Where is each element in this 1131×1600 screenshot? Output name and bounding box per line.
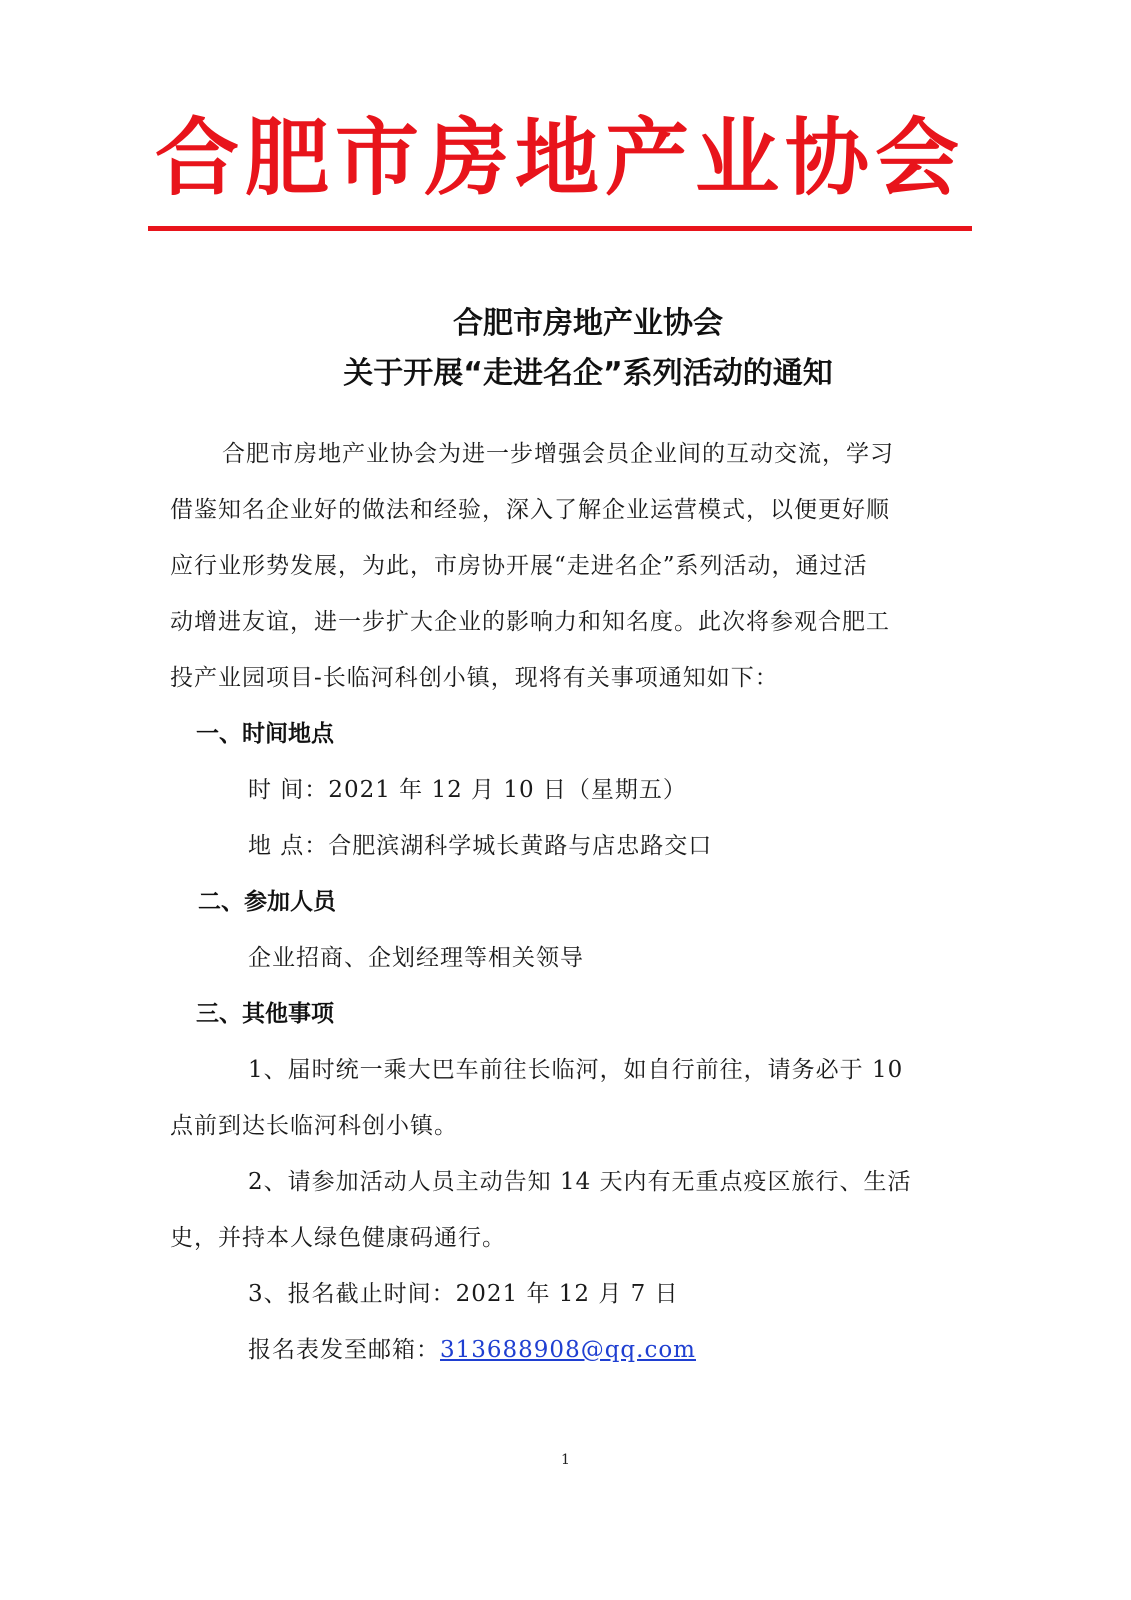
section-2-heading: 二、参加人员 <box>198 889 336 915</box>
intro-line-3: 应行业形势发展，为此，市房协开展“走进名企”系列活动，通过活 <box>170 553 868 579</box>
event-place: 地 点：合肥滨湖科学城长黄路与店忠路交口 <box>248 833 713 859</box>
item-1-line-2: 点前到达长临河科创小镇。 <box>170 1113 458 1139</box>
intro-line-4: 动增进友谊，进一步扩大企业的影响力和知名度。此次将参观合肥工 <box>170 609 890 635</box>
section-1-heading: 一、时间地点 <box>196 721 334 747</box>
participants-text: 企业招商、企划经理等相关领导 <box>248 945 584 971</box>
email-label: 报名表发至邮箱： <box>248 1337 440 1363</box>
email-line <box>248 1332 696 1368</box>
letterhead-red-rule <box>148 226 972 231</box>
page-number: 1 <box>561 1452 570 1468</box>
item-1-line-1: 1、届时统一乘大巴车前往长临河，如自行前往，请务必于 10 <box>248 1057 904 1083</box>
event-time: 时 间：2021 年 12 月 10 日（星期五） <box>248 777 687 803</box>
intro-line-2: 借鉴知名企业好的做法和经验，深入了解企业运营模式，以便更好顺 <box>170 497 890 523</box>
item-2-line-2: 史，并持本人绿色健康码通行。 <box>170 1225 506 1251</box>
notice-title-line-1: 合肥市房地产业协会 <box>453 306 723 341</box>
item-2-line-1: 2、请参加活动人员主动告知 14 天内有无重点疫区旅行、生活 <box>248 1169 912 1195</box>
intro-line-1: 合肥市房地产业协会为进一步增强会员企业间的互动交流，学习 <box>222 441 894 467</box>
letterhead-org-name: 合肥市房地产业协会 <box>154 108 965 207</box>
email-link[interactable]: 313688908@qq.com <box>440 1337 696 1363</box>
section-3-heading: 三、其他事项 <box>196 1001 334 1027</box>
intro-line-5: 投产业园项目-长临河科创小镇，现将有关事项通知如下： <box>170 665 779 691</box>
notice-title-line-2: 关于开展“走进名企”系列活动的通知 <box>343 356 833 391</box>
item-3-deadline: 3、报名截止时间：2021 年 12 月 7 日 <box>248 1281 679 1307</box>
